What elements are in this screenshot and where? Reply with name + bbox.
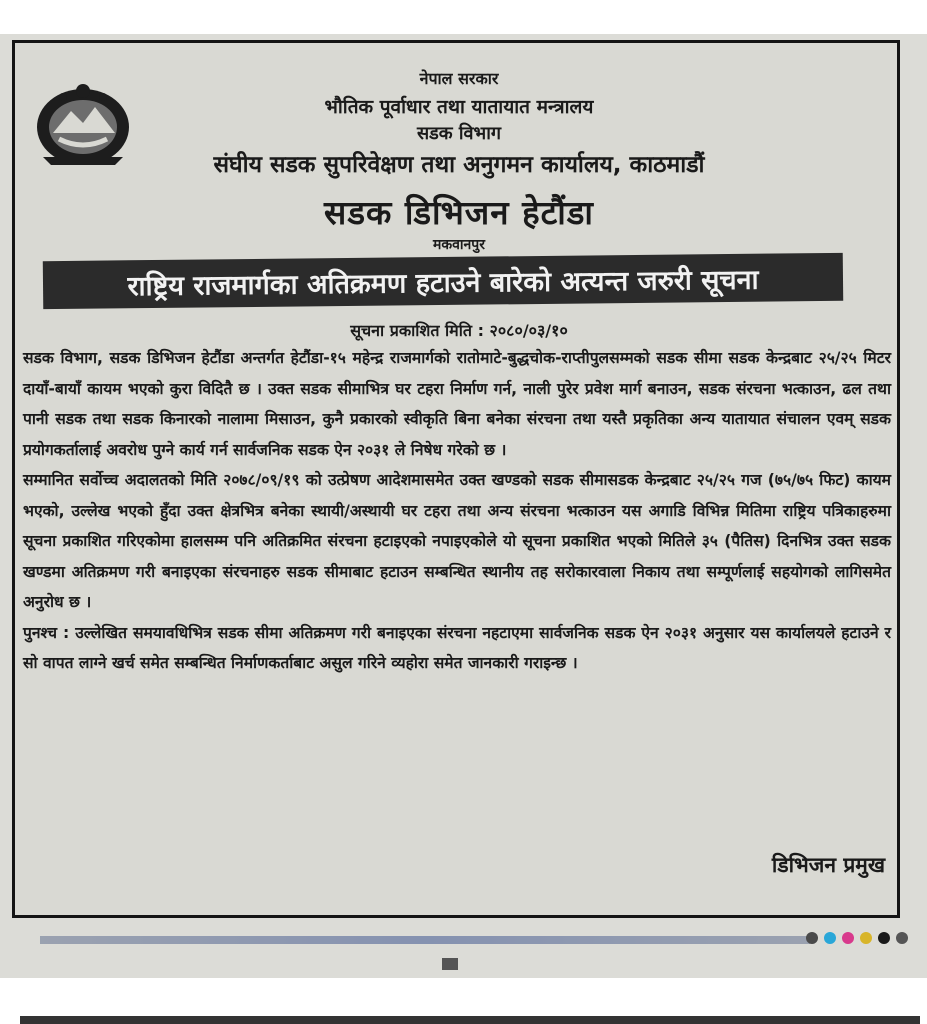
notice-paragraph-1: सडक विभाग, सडक डिभिजन हेटौंडा अन्तर्गत हेटौंडा-१५ महेन्द्र राजमार्गको रातोमाटे-बुद्धचोक-राप्तीपुलसम्मको सडक सीमा सडक केन्द्रबाट २५/२५ मिटर दायाँ-बायाँ कायम भएको कुरा विदितै छ । उक्त सडक सीमाभित्र घर टहरा निर्माण गर्न, नाली पुरेर प्रवेश मार्ग बनाउन, सडक संरचना भत्काउन, ढल तथा पानी सडक तथा सडक किनारको नालामा मिसाउन, कुनै प्रकारको स्वीकृति बिना बनेका संरचना तथा यस्तै प्रकृतिका अन्य यातायात संचालन एवम् सडक प्रयोगकर्तालाई अवरोध पुग्ने कार्य गर्न सार्वजनिक सडक ऐन २०३१ ले निषेध गरेको छ ।	[23, 349, 891, 459]
department-heading: सडक विभाग	[416, 123, 501, 144]
notice-paragraph-2: सम्मानित सर्वोच्च अदालतको मिति २०७८/०९/१९ को उत्प्रेषण आदेशमासमेत उक्त खण्डको सडक सीमासडक केन्द्रबाट २५/२५ गज (७५/७५ फिट) कायम भएको, उल्लेख भएको हुँदा उक्त क्षेत्रभित्र बनेका स्थायी/अस्थायी घर टहरा तथा अन्य संरचना भत्काउन यस अगाडि विभिन्न मितिमा राष्ट्रिय पत्रिकाहरुमा सूचना प्रकाशित गरिएकोमा हालसम्म पनि अतिक्रमित संरचना हटाइएको नपाइएकोले यो सूचना प्रकाशित भएको मितिले ३५ (पैतिस) दिनभित्र उक्त सडक खण्डमा अतिक्रमण गरी बनाइएका संरचनाहरु सडक सीमाबाट हटाउन सम्बन्धित स्थानीय तह सरोकारवाला निकाय तथा सम्पूर्णलाई सहयोगको लागिसमेत अनुरोध छ ।	[23, 471, 891, 611]
government-heading: नेपाल सरकार	[419, 69, 499, 88]
notice-body	[23, 343, 891, 679]
next-page-edge	[20, 1016, 920, 1024]
print-color-dot	[824, 932, 836, 944]
print-registration-strip	[40, 936, 810, 944]
notice-title-banner: राष्ट्रिय राजमार्गका अतिक्रमण हटाउने बारेको अत्यन्त जरुरी सूचना	[43, 253, 843, 309]
publication-date: सूचना प्रकाशित मिति : २०८०/०३/१०	[350, 321, 568, 340]
office-heading: संघीय सडक सुपरिवेक्षण तथा अनुगमन कार्यालय, काठमाडौं	[213, 152, 705, 178]
notice-box	[12, 40, 900, 918]
district-heading: मकवानपुर	[433, 237, 485, 253]
print-color-dot	[878, 932, 890, 944]
print-color-dot	[860, 932, 872, 944]
newspaper-page	[0, 34, 927, 978]
print-color-dot	[842, 932, 854, 944]
fold-mark	[442, 958, 458, 970]
print-color-marks	[806, 932, 908, 944]
ministry-heading: भौतिक पूर्वाधार तथा यातायात मन्त्रालय	[324, 96, 594, 118]
notice-paragraph-3: पुनश्च : उल्लेखित समयावधिभित्र सडक सीमा अतिक्रमण गरी बनाइएका संरचना नहटाएमा सार्वजनिक सडक ऐन २०३१ अनुसार यस कार्यालयले हटाउने र सो वापत लाग्ने खर्च समेत सम्बन्धित निर्माणकर्ताबाट असुल गरिने व्यहोरा समेत जानकारी गराइन्छ ।	[23, 623, 891, 672]
print-color-dot	[806, 932, 818, 944]
signature-title: डिभिजन प्रमुख	[771, 853, 885, 877]
print-color-dot	[896, 932, 908, 944]
division-heading: सडक डिभिजन हेटौंडा	[324, 193, 594, 232]
